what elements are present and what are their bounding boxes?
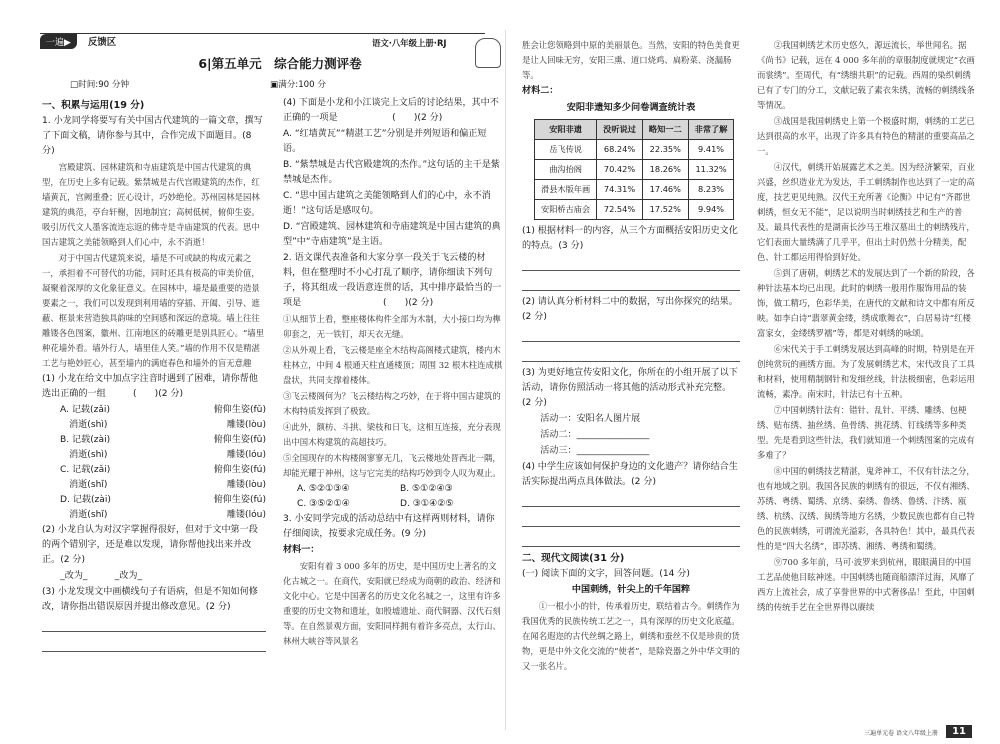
answer-option: B. 记载(zài) [60, 435, 111, 445]
text-paragraph: ②从外观上看，飞云楼是座全木结构高阁楼式建筑，楼内木柱林立，中间 4 根通天柱直通楼顶；周围 32 根木柱连成棋盘状，共同支撑着楼体。 [283, 345, 503, 385]
text-paragraph: 对于中国古代建筑来说，墙是不可或缺的构成元素之一，承担着不可替代的功能，同时还具有极高的审美价值，凝聚着深厚的文化象征意义。在园林中，墙是最重要的造景要素之一，我们可以发现到利用墙的穿插、开阖、引导、遮蔽、框景来营造独具韵味的空间感和深远的意境。墙上往往雕镂各色图案，徽州、江南地区的砖雕更是别具匠心。“墙里种花墙外看。墙外行人，墙里佳人笑。”墙的作用不仅是精湛工艺与艳妙匠心，甚至墙内的满庭春色和墙外的盲无意趣 [42, 253, 265, 368]
survey-table [534, 119, 734, 220]
answer-line[interactable] [522, 346, 740, 362]
table-cell: 22.35% [642, 140, 688, 160]
answer-option: A. ⑤②①③④ [297, 484, 350, 494]
table-cell: 滑县木版年画 [535, 180, 597, 200]
answer-option: 消逝(shì) [60, 420, 108, 430]
table-cell: 72.54% [597, 200, 643, 220]
table-cell: 18.26% [642, 160, 688, 180]
answer-line[interactable] [42, 616, 266, 632]
answer-option-row [42, 433, 266, 448]
answer-option: 雕镂(lòu) [226, 420, 266, 430]
table-row [535, 160, 734, 180]
text-paragraph: 宫殿建筑、园林建筑和寺庙建筑是中国古代建筑的典型，在历史上多有记载。紫禁城是古代宫殿建筑的杰作，红墙黄瓦，宫阙重叠；匠心设计，巧妙绝伦。苏州园林是园林建筑的典范，亭台轩榭，因地制宜；高树低树，俯仰生姿。吸引历代文人墨客流连忘返的佛寺是寺庙建筑的代表。思中国古建筑之美能领略到人们心中，永不消逝！ [42, 162, 260, 247]
table-cell: 70.42% [597, 160, 643, 180]
text-paragraph: ⑤到了唐朝，刺绣艺术的发展达到了一个新的阶段，各种针法基本均已出现。此时的刺绣一般用作服饰用品的装饰，做工精巧，色彩华美，在唐代的文献和诗文中都有所反映。如李白诗“翡翠黄金缕，绣成歌舞衣”，白居易诗“红楼富家女，金缕绣罗襦”等，都是对刺绣的咏颂。 [757, 268, 975, 338]
text-paragraph: ⑤全国现存的木构楼阁寥寥无几，飞云楼地处晋西北一隅，却能光耀于神州，这与它完美的结构巧妙到令人叹为观止。 [283, 453, 501, 478]
answer-option: 消逝(shǐ) [60, 510, 108, 520]
section-heading: 二、现代文阅读(31 分) [522, 553, 625, 564]
text-paragraph: B. “紫禁城是古代宫殿建筑的杰作。”这句话的主干是紫禁城是杰作。 [283, 160, 500, 185]
text-paragraph: ③飞云楼阁何为？飞云楼结构之巧妙，在于将中国古建筑的木构特质发挥到了极致。 [283, 391, 501, 416]
table-cell: 8.23% [688, 180, 734, 200]
answer-option: 俯仰生姿(fú) [213, 495, 266, 505]
column-1 [42, 98, 266, 728]
text-paragraph: A. “红墙黄瓦”“精湛工艺”分别是并列短语和偏正短语。 [283, 129, 487, 154]
text-paragraph: 活动三：________________ [522, 446, 650, 456]
section-heading: 一、积累与运用(19 分) [42, 100, 145, 111]
answer-option: C. 记载(zǎi) [60, 465, 111, 475]
table-cell: 安阳桥古庙会 [535, 200, 597, 220]
answer-option-row [42, 493, 266, 508]
table-cell: 68.24% [597, 140, 643, 160]
answer-option-row [42, 448, 266, 463]
answer-option-row [42, 403, 266, 418]
answer-line[interactable] [522, 255, 740, 271]
answer-option-row [283, 497, 503, 512]
table-header: 略知一二 [642, 120, 688, 140]
table-cell: 17.46% [642, 180, 688, 200]
text-paragraph: (4) 中学生应该如何保护身边的文化遗产？请你结合生活实际提出两点具体做法。(2 分) [522, 462, 738, 487]
text-paragraph: 1. 小龙同学将要写有关中国古代建筑的一篇文章，撰写了下面文稿，请你参与其中，合作完成下面题目。(8 分) [42, 116, 263, 156]
table-header: 非常了解 [688, 120, 734, 140]
answer-line[interactable] [522, 491, 740, 507]
text-paragraph: 中国刺绣，针尖上的千年国粹 [571, 585, 691, 595]
text-paragraph: ⑨700 多年前，马可·波罗来到杭州，眼眼满目的中国工艺品使他目眩神迷。中国刺绣也随商船漂洋过海，风靡了西方上流社会，成了享誉世界的中式奢侈品！至此，中国刺绣的传统手艺在全世界得以赓续 [757, 557, 975, 612]
table-cell: 9.41% [688, 140, 734, 160]
text-paragraph: (3) 为更好地宣传安阳文化，你所在的小组开展了以下活动，请你仿照活动一将其他的活动形式补充完整。(2 分) [522, 368, 738, 408]
table-header: 安阳非遗 [535, 120, 597, 140]
text-paragraph: 活动二：________________ [522, 430, 650, 440]
text-paragraph: ⑦中国刺绣针法有：错针、乱针、平绣、雕绣、包梗绣、贴布绣、抽丝绣、鱼骨绣、挑花绣、钉线绣等多种类型。先是看到这些针法，我们就知道一个刺绣图案的完成有多难了？ [757, 405, 975, 460]
text-paragraph: 2. 语文课代表准备和大家分享一段关于飞云楼的材料，但在整理时不小心打乱了顺序，请你细读下列句子，将其组成一段语意连贯的话，其中排序最恰当的一项是 ( )(2 分) [283, 253, 502, 308]
text-paragraph: (1) 小龙在给文中加点字注音时遇到了困难，请你帮他选出正确的一组 ( )(2 分) [42, 374, 258, 399]
text-paragraph: (1) 根据材料一的内容，从三个方面概括安阳历史文化的特点。(3 分) [522, 226, 738, 251]
answer-option: 雕镂(lòu) [226, 480, 266, 490]
answer-option-row [42, 478, 266, 493]
answer-option-row [42, 508, 266, 523]
page-info: 三遍单元卷 语文八年级上册 [864, 730, 938, 737]
table-cell: 曲沟抬阁 [535, 160, 597, 180]
table-row [535, 180, 734, 200]
text-paragraph: ⑥宋代关于手工刺绣发展达到高峰的时期，特别是在开创纯赏玩的画绣方面。为了发展刺绣艺术，宋代改良了工具和材料，使用精制钢针和发细丝线，针法极细密，色彩运用流畅，素净。南宋时，针法已有十五种。 [757, 344, 975, 399]
text-paragraph: (4) 下面是小龙和小江谈完上文后的讨论结果，其中不正确的一项是 ( )(2 分) [283, 98, 499, 123]
answer-option-row [42, 463, 266, 478]
text-paragraph: (2) 小龙自认为对汉字掌握得很好，但对于文中第一段的两个错别字，还是难以发现，请你帮他找出来并改正。(2 分) [42, 525, 258, 565]
page-number: 11 [946, 725, 972, 738]
answer-line[interactable] [42, 636, 266, 652]
text-paragraph: ④汉代，刺绣开始展露艺术之美。因为经济繁荣，百业兴盛，丝织造业尤为发达，手工刺绣制作也达到了一定的高度，技艺更见纯熟。汉代王充所著《论衡》中记有“齐郡世刺绣，恒女无不能”，足以说明当时刺绣技艺和生产的普及。最具代表性的是湖南长沙马王堆汉墓出土的刺绣残片，它们表面大量绣满了几乎平，但出土时仍然十分精美，配色、针工都运用得恰到好处。 [757, 162, 975, 262]
text-paragraph: C. “思中国古建筑之美能领略到人们的心中，永不消逝！”这句话是感叹句。 [283, 191, 491, 216]
text-paragraph: (2) 请认真分析材料二中的数据，写出你探究的结果。(2 分) [522, 297, 738, 322]
header-subject: 语文·八年级上册·RJ [372, 38, 447, 48]
answer-option: 俯仰生姿(fǔ) [213, 435, 266, 445]
column-divider [505, 30, 506, 730]
answer-option: 雕镂(lóu) [226, 450, 266, 460]
table-row [535, 140, 734, 160]
column-3 [522, 38, 740, 728]
table-row [535, 200, 734, 220]
text-paragraph: (一) 阅读下面的文字，回答问题。(14 分) [522, 569, 690, 579]
answer-option: D. ③①④②⑤ [400, 499, 454, 509]
header-badge: 一遍▶ [40, 34, 77, 49]
answer-option: C. ③⑤②①④ [297, 499, 350, 509]
text-paragraph: ④此外，额枋、斗拱、梁枝和日飞，这相互连接，充分表现出中国木构建筑的高超技巧。 [283, 422, 501, 447]
answer-option: 俯仰生姿(fǔ) [213, 405, 266, 415]
table-cell: 9.94% [688, 200, 734, 220]
answer-option: 俯仰生姿(fú) [213, 465, 266, 475]
table-header: 没听说过 [597, 120, 643, 140]
answer-option: 消逝(shǐ) [60, 480, 108, 490]
text-paragraph: 活动一：安阳名人图片展 [522, 414, 641, 424]
answer-option: D. 记载(zài) [60, 495, 111, 505]
text-paragraph: 胜会让您领略到中原的美丽景色。当然，安阳的特色美食更是让人回味无穷，安阳三熏、道口烧鸡、扁粉菜、浇漏肠等。 [522, 40, 740, 80]
text-paragraph: 3. 小安同学完成的活动总结中有这样两则材料，请你仔细阅读，按要求完成任务。(9 分) [283, 514, 495, 539]
text-paragraph: 安阳非遗知多少问卷调查统计表 [566, 102, 696, 113]
text-paragraph: ①一根小小的针，传承着历史，联结着古今。刺绣作为我国优秀的民族传统工艺之一，具有深厚的历史文化底蕴。在闻名遐迩的古代丝绸之路上，刺绣和蚕丝不仅是珍贵的货物，更是中外文化交流的“使者”，是除瓷器之外中华文明的又一张名片。 [522, 601, 740, 671]
answer-line[interactable] [522, 326, 740, 342]
table-cell: 17.52% [642, 200, 688, 220]
answer-line[interactable] [522, 275, 740, 291]
text-paragraph: D. “宫殿建筑、园林建筑和寺庙建筑是中国古建筑的典型”中“寺庙建筑”是主语。 [283, 222, 501, 247]
text-paragraph: 安阳有着 3 000 多年的历史，是中国历史上著名的文化古城之一。在商代，安阳就已经成为商朝的政治、经济和文化中心。它是中国著名的历史文化名城之一，这里有许多重要的历史文物和遗址，如殷墟遗址、商代铜器、汉代石刻等。在自然景观方面，安阳同样拥有着许多亮点，太行山、林州大峡谷等风景名 [283, 561, 501, 646]
text-paragraph: ⑧中国的刺绣技艺精湛，鬼斧神工，不仅有针法之分，也有地域之别。我国各民族的刺绣有的很远，不仅有湘绣、苏绣、粤绣、蜀绣、京绣、秦绣、鲁绣、鲁绣、汴绣、瓯绣、杭绣、汉绣、闽绣等地方名绣，少数民族也都有自己特色的民族刺绣，可谓流光溢彩，各具特色！其中，最具代表性的是“四大名绣”，即苏绣、湘绣、粤绣和蜀绣。 [757, 466, 975, 551]
header-section: 反馈区 [88, 37, 117, 48]
time-label: □时间:90 分钟 [70, 80, 130, 90]
text-paragraph: (3) 小龙发现文中画横线句子有语病，但是不知如何修改，请你指出错误原因并提出修改意见。(2 分) [42, 587, 258, 612]
answer-option-row [283, 482, 503, 497]
text-paragraph: ①从细节上看，整座楼体构件全部为木制，大小接口均为榫卯套之，无一铁钉，却天衣无缝。 [283, 314, 501, 339]
answer-option: 消逝(shì) [60, 450, 108, 460]
column-4 [757, 38, 975, 728]
answer-option: B. ⑤①②④③ [400, 484, 453, 494]
text-paragraph: 材料一： [283, 545, 320, 555]
text-paragraph: 材料二： [522, 86, 559, 96]
table-cell: 74.31% [597, 180, 643, 200]
page-title: 6|第五单元 综合能力测评卷 [198, 56, 362, 71]
answer-line[interactable] [522, 531, 740, 547]
text-paragraph: _改为_ _改为_ [42, 571, 143, 581]
score-label: ▣满分:100 分 [270, 80, 326, 90]
text-paragraph: ③战国是我国刺绣史上第一个极盛时期，刺绣的工艺已达到很高的水平，出现了许多具有特色的精湛的重要高品之一。 [757, 116, 975, 156]
table-cell: 11.32% [688, 160, 734, 180]
table-cell: 岳飞传说 [535, 140, 597, 160]
text-paragraph: ②我国刺绣艺术历史悠久，源远流长，举世闻名。据《尚书》记载，远在 4 000 多年前的章服制度就规定“衣画而裳绣”。至周代，有“绣缋共职”的记载。西周的染织刺绣已有了专门的分工，文献记载了素衣朱绣，流畅的刺绣线条等情况。 [757, 40, 975, 110]
answer-option-row [42, 418, 266, 433]
column-2 [283, 96, 503, 728]
answer-option: A. 记载(zǎi) [60, 405, 110, 415]
answer-option: 雕镂(lóu) [226, 510, 266, 520]
answer-line[interactable] [522, 511, 740, 527]
